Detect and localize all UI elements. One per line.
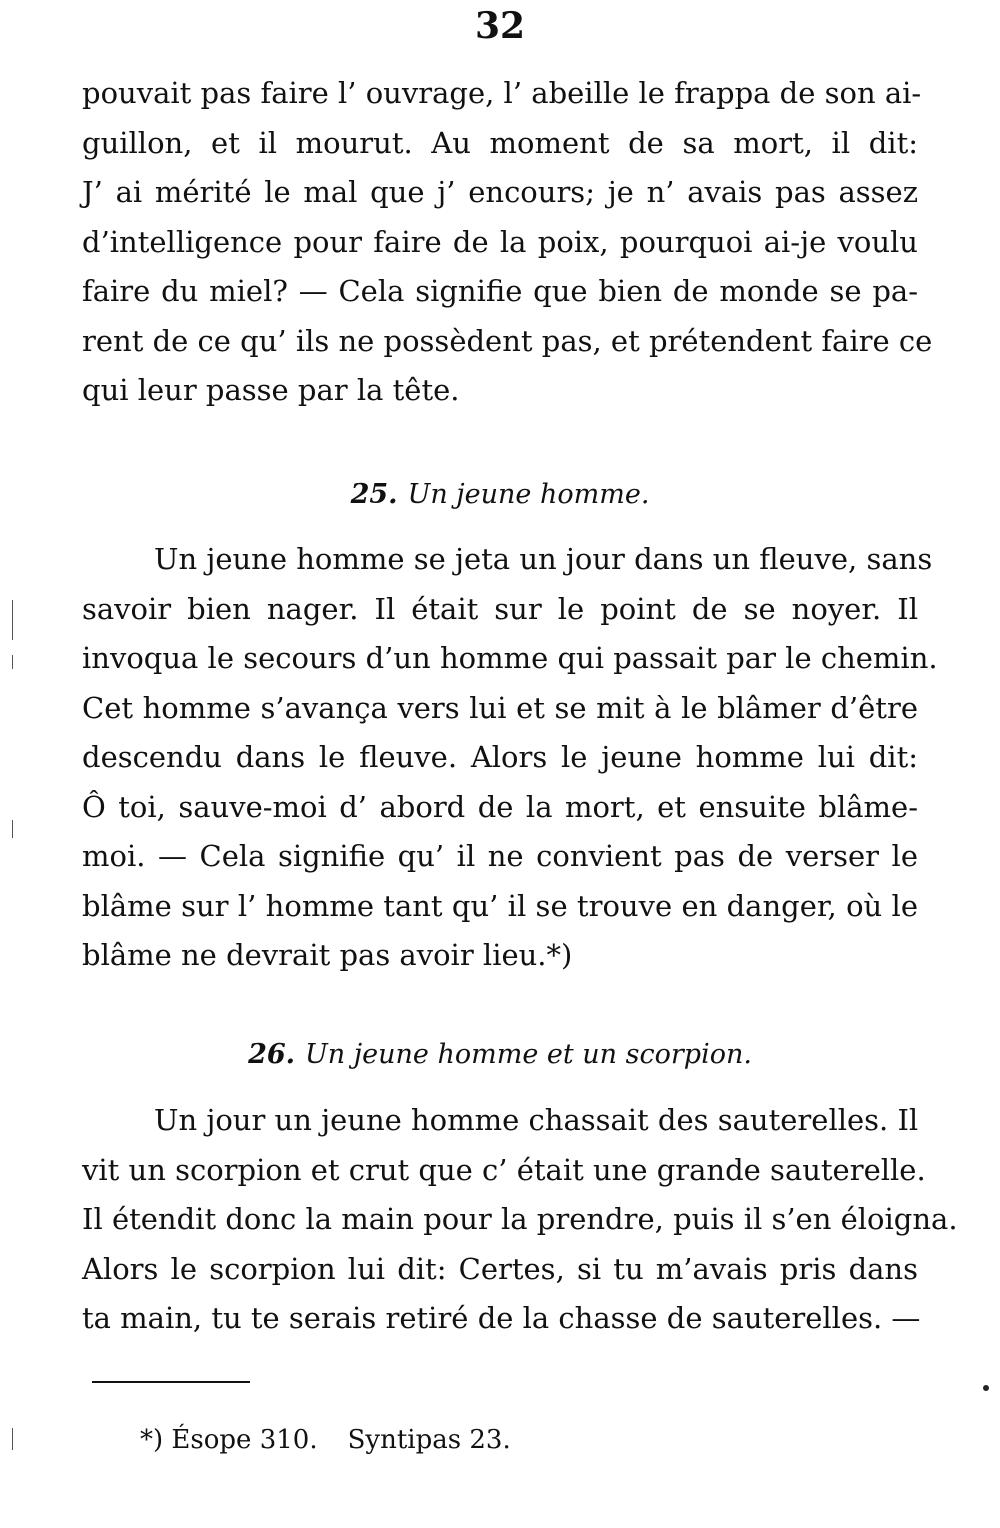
text-line: vit un scorpion et crut que c’ était une grande sauterelle. bbox=[82, 1152, 926, 1187]
page-number: 32 bbox=[474, 5, 526, 47]
text-line: ta main, tu te serais retiré de la chasse de sauterelles. — bbox=[82, 1301, 921, 1335]
section-number: 25. bbox=[350, 479, 398, 510]
text-line: faire du miel? — Cela signifie que bien de monde se pa- bbox=[82, 274, 918, 308]
text-line: blâme ne devrait pas avoir lieu.*) bbox=[82, 938, 573, 972]
text-line: Ô toi, sauve-moi d’ abord de la mort, et ensuite blâme- bbox=[82, 789, 918, 824]
text-line: Cet homme s’avança vers lui et se mit à le blâmer d’être bbox=[82, 690, 918, 725]
continued-paragraph bbox=[82, 69, 933, 416]
text-line: Un jour un jeune homme chassait des sauterelles. Il bbox=[154, 1103, 919, 1137]
text-line: qui leur passe par la tête. bbox=[82, 373, 460, 407]
section-heading-25 bbox=[0, 475, 1000, 515]
section-number: 26. bbox=[248, 1039, 296, 1070]
section-title: Un jeune homme. bbox=[407, 479, 650, 510]
text-line: moi. — Cela signifie qu’ il ne convient pas de verser le bbox=[82, 839, 918, 873]
text-line: Un jeune homme se jeta un jour dans un fleuve, sans bbox=[154, 542, 933, 576]
scan-mark bbox=[12, 820, 13, 838]
footnote-rule bbox=[92, 1381, 250, 1383]
section-title: Un jeune homme et un scorpion. bbox=[305, 1039, 752, 1070]
footnote-marker: *) bbox=[140, 1425, 164, 1455]
text-line: J’ ai mérité le mal que j’ encours; je n’ avais pas assez bbox=[82, 175, 918, 209]
scan-mark bbox=[12, 655, 13, 669]
section-26-paragraph bbox=[82, 1096, 958, 1344]
text-line: invoqua le secours d’un homme qui passait par le chemin. bbox=[82, 641, 938, 675]
text-line: Il étendit donc la main pour la prendre, puis il s’en éloigna. bbox=[82, 1202, 958, 1236]
footnote-source: Ésope 310. bbox=[171, 1425, 318, 1455]
text-line: savoir bien nager. Il était sur le point de se noyer. Il bbox=[82, 591, 918, 626]
text-line: guillon, et il mourut. Au moment de sa mort, il dit: bbox=[82, 125, 918, 160]
text-line: pouvait pas faire l’ ouvrage, l’ abeille le frappa de son ai- bbox=[82, 76, 922, 110]
text-line: d’intelligence pour faire de la poix, pourquoi ai-je voulu bbox=[82, 224, 918, 259]
scan-speck bbox=[983, 1385, 989, 1391]
text-line: rent de ce qu’ ils ne possèdent pas, et prétendent faire ce bbox=[82, 323, 933, 358]
section-heading-26 bbox=[0, 1035, 1000, 1075]
scan-mark bbox=[12, 600, 13, 640]
text-line: descendu dans le fleuve. Alors le jeune homme lui dit: bbox=[82, 740, 918, 774]
section-25-paragraph bbox=[82, 535, 938, 981]
footnote bbox=[140, 1420, 511, 1460]
scan-mark bbox=[12, 1428, 13, 1450]
footnote-source: Syntipas 23. bbox=[347, 1425, 511, 1455]
text-line: Alors le scorpion lui dit: Certes, si tu m’avais pris dans bbox=[82, 1251, 918, 1286]
text-line: blâme sur l’ homme tant qu’ il se trouve en danger, où le bbox=[82, 888, 918, 923]
